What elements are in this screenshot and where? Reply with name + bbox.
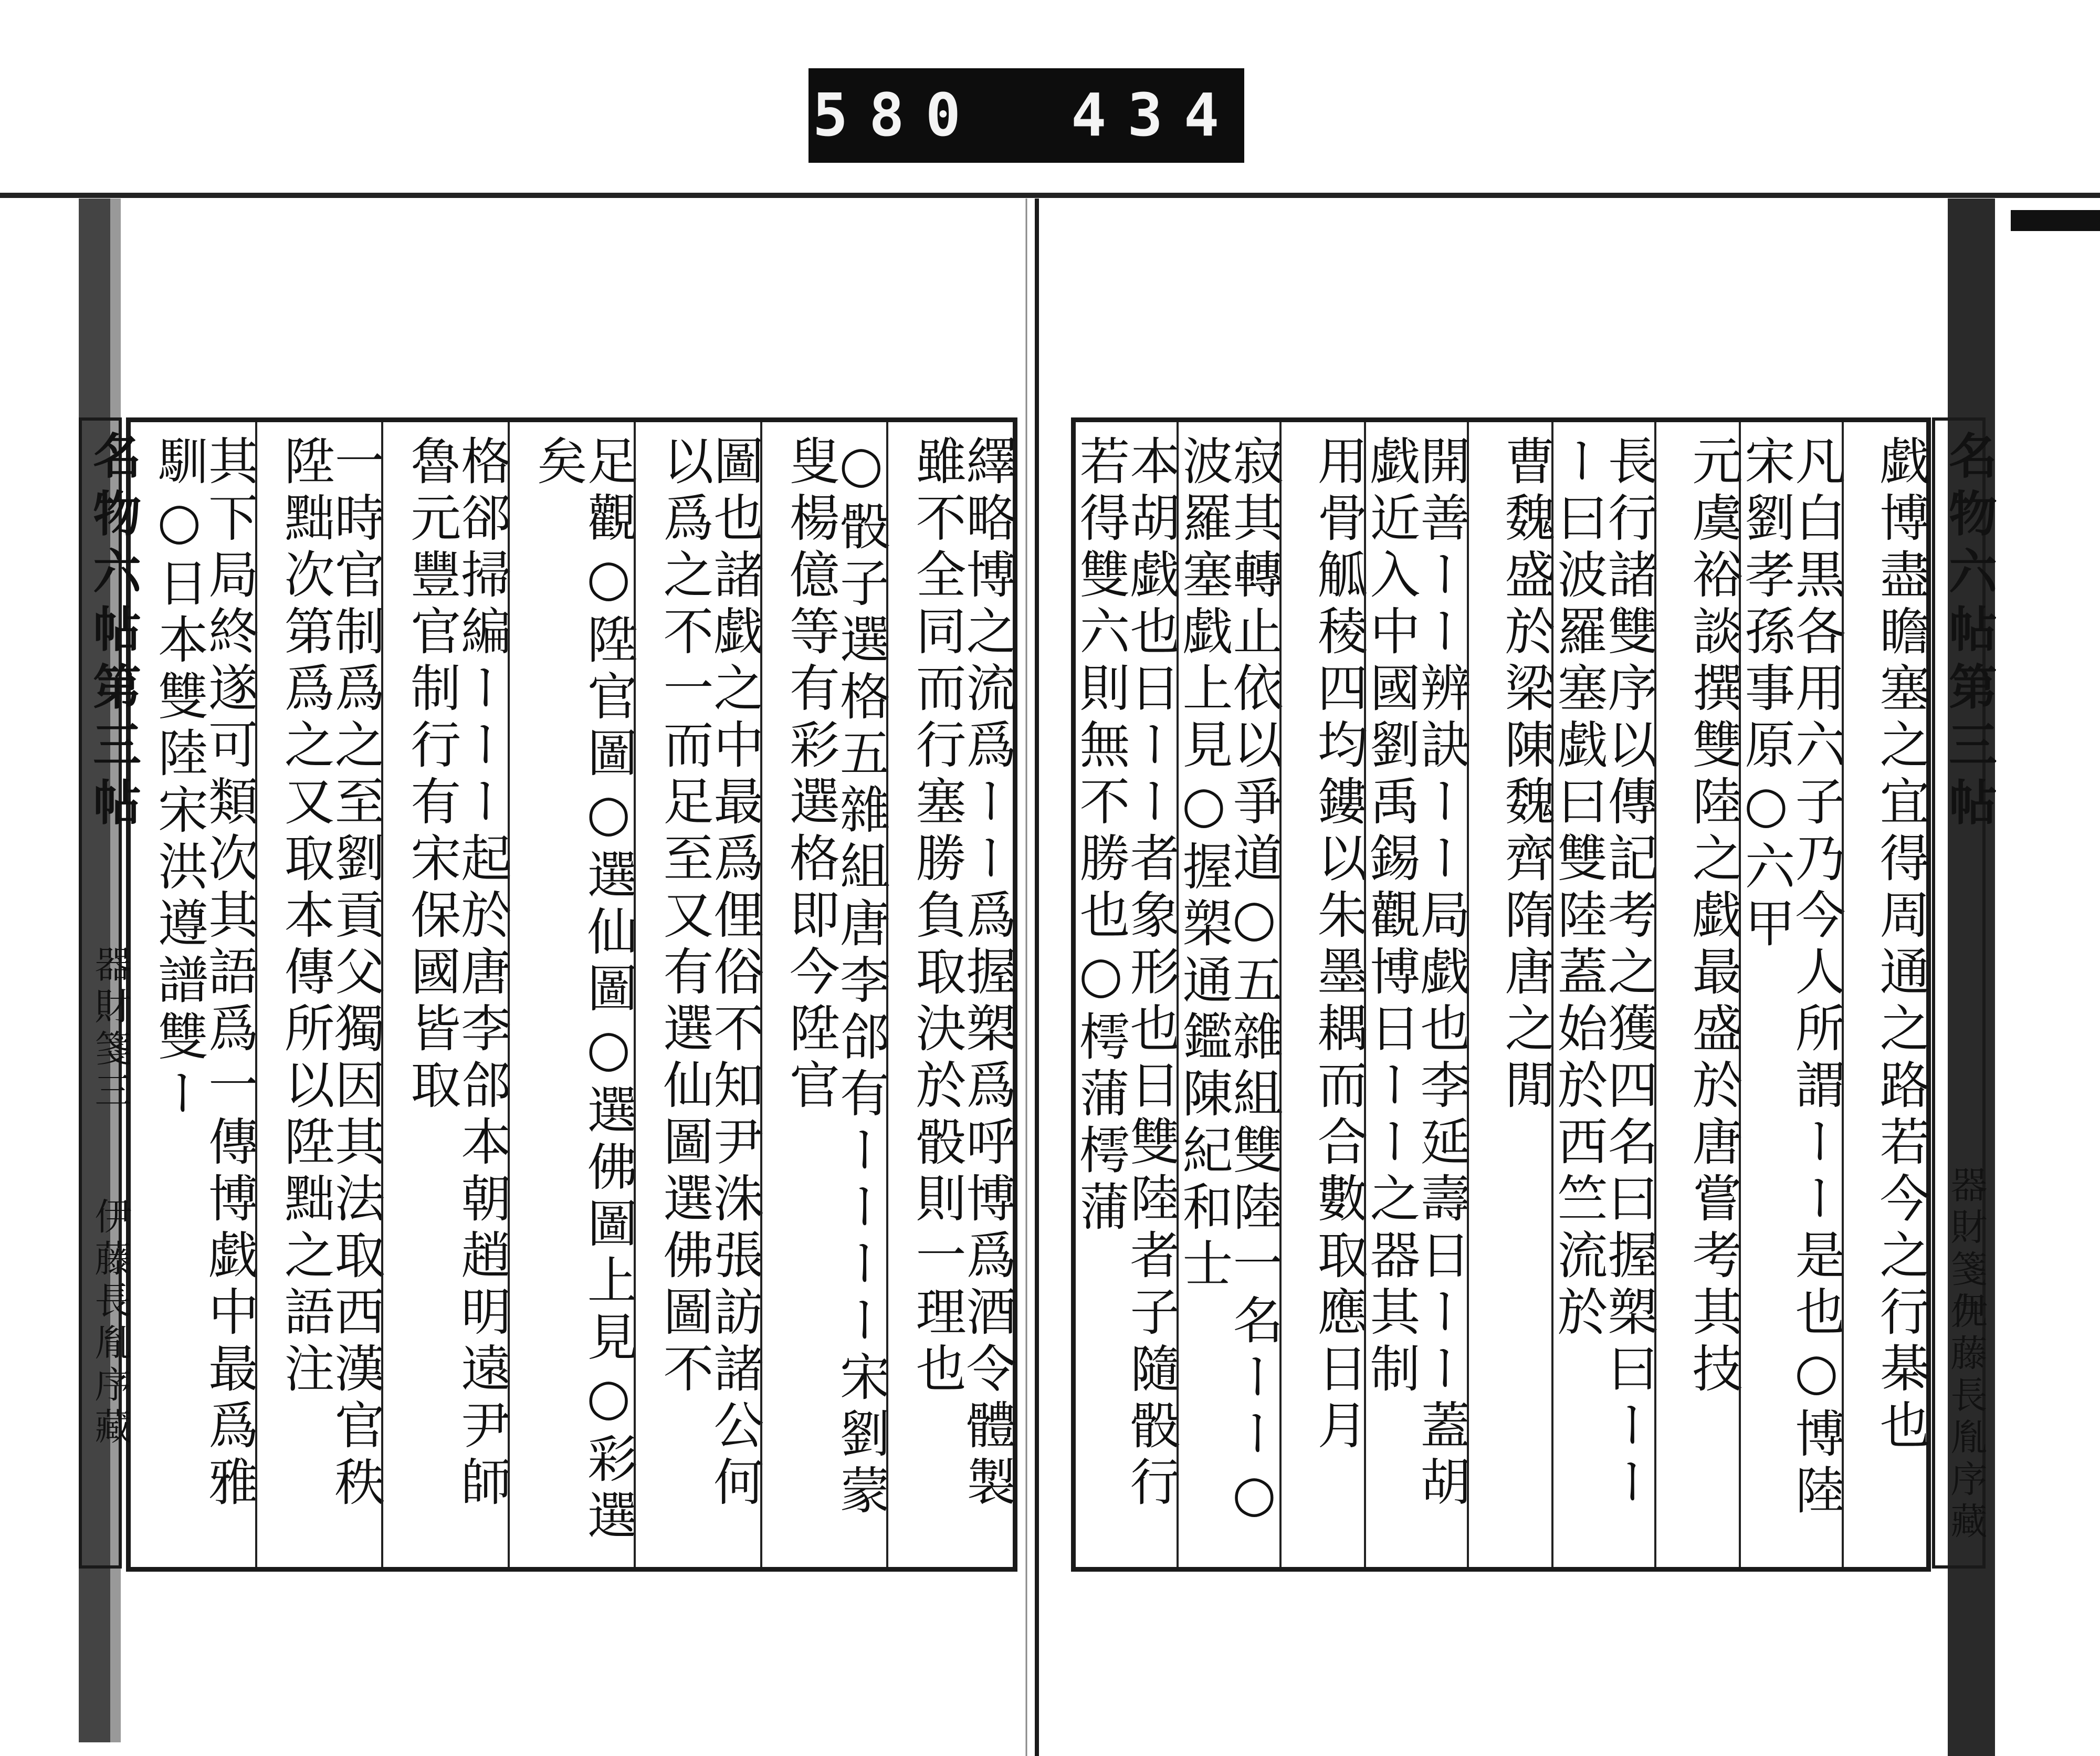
right-text-frame xyxy=(1071,417,1931,1572)
left-spine-section: 器財箋三 xyxy=(89,945,132,1113)
right-col-2: 凡白黒各用六子乃今人所謂ーー是也○博陸宋劉孝孫事原○六甲 xyxy=(1739,422,1842,1567)
right-col-1: 戯博盡瞻塞之宜得周通之路若今之行棊也 xyxy=(1842,422,1926,1567)
left-col-5: 格郤掃編ーーー起於唐李郃本朝趙明遠尹師魯元豐官制行有宋保國皆取 xyxy=(381,422,508,1567)
right-col-9: 本胡戯也日ーー者象形也日雙陸者子隨骰行若得雙六則無不勝也○樗蒲樗蒲 xyxy=(1072,435,1181,1512)
right-col-4: 長行諸雙序以傳記考之獲四名曰握槊曰ーーー曰波羅塞戯曰雙陸蓋始於西竺流於 xyxy=(1551,422,1654,1567)
archive-label-plate xyxy=(808,68,1244,163)
right-col-8: 寂其轉止依以爭道○五雜組雙陸一名ーー○波羅塞戯上見○握槊通鑑陳紀和士 xyxy=(1177,422,1279,1567)
plate-number-right: 434 xyxy=(1071,81,1241,150)
left-col-3: 圖也諸戯之中最爲俚俗不知尹洙張訪諸公何以爲之不一而足至又有選仙圖選佛圖不 xyxy=(634,422,760,1567)
left-columns xyxy=(131,422,1017,1567)
left-spine-footer: 伊藤長胤序藏 xyxy=(89,1197,132,1449)
right-spine-section: 器財箋九 xyxy=(1945,1166,1988,1334)
left-col-2: ○骰子選格五雜組唐李郃有ーーーー宋劉蒙叟楊億等有彩選格即今陞官 xyxy=(760,422,887,1567)
right-spine-title: 名物六帖第三帖 xyxy=(1941,431,1998,835)
right-col-6: 開善ーー辨訣ーー局戯也李延壽日ーー蓋胡戯近入中國劉禹錫觀博日ーー之器其制 xyxy=(1364,422,1467,1567)
left-col-7: 其下局終遂可類次其語爲一傳博戯中最爲雅馴○日本雙陸宋洪遵譜雙ー xyxy=(150,435,259,1512)
left-col-4: 足觀○陞官圖○選仙圖○選佛圖上見○彩選矣 xyxy=(508,422,634,1567)
left-spine-title: 名物六帖第三帖 xyxy=(85,431,142,835)
plate-number-left: 580 xyxy=(812,81,982,150)
left-col-1: 繹略博之流爲ーー爲握槊爲呼博爲酒令體製雖不全同而行塞勝負取決於骰則一理也 xyxy=(886,422,1013,1567)
right-col-3: 元虞裕談撰雙陸之戯最盛於唐嘗考其技 xyxy=(1654,422,1739,1567)
right-col-7: 用骨觚稜四均鏤以朱墨耦而合數取應日月 xyxy=(1279,422,1364,1567)
right-col-5: 曹魏盛於梁陳魏齊隋唐之閒 xyxy=(1467,422,1551,1567)
right-spine-footer: 伊藤長胤序藏 xyxy=(1945,1292,1988,1544)
left-text-frame xyxy=(126,417,1017,1572)
right-columns xyxy=(1072,422,1930,1567)
left-col-6: 一時官制爲之至劉貢父獨因其法取西漢官秩陞黜次第爲之又取本傳所以陞黜之語注 xyxy=(255,422,382,1567)
